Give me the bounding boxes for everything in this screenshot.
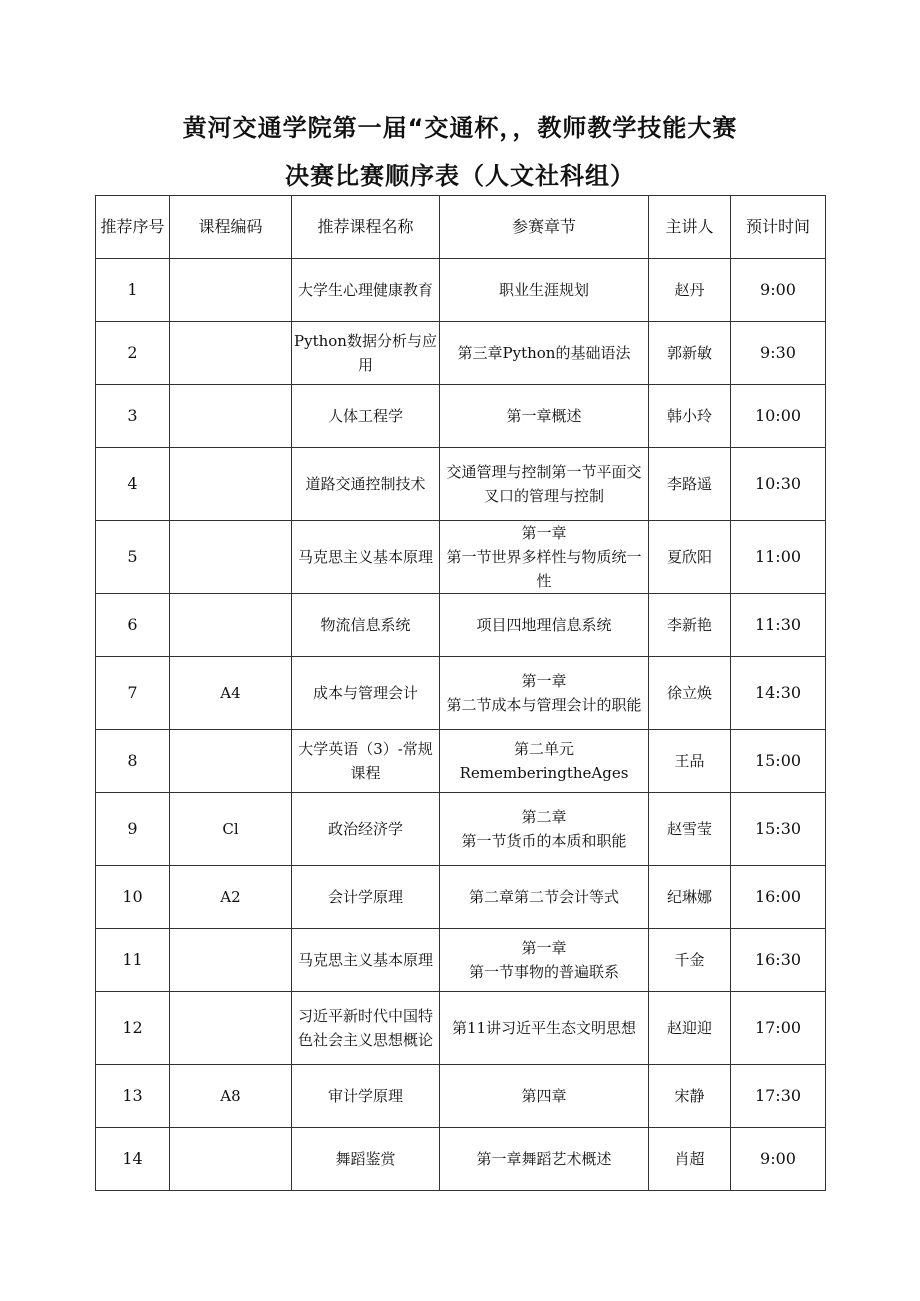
cell-time: 16:00: [731, 866, 826, 929]
chapter-line: 第11讲习近平生态文明思想: [451, 1019, 637, 1037]
cell-chapter: [440, 521, 649, 594]
table-row: [96, 929, 826, 992]
cell-course: 道路交通控制技术: [292, 448, 440, 521]
chapter-line: 项目四地理信息系统: [476, 616, 612, 634]
cell-speaker: 李路遥: [649, 448, 731, 521]
chapter-line: 第一章: [521, 524, 567, 542]
chapter-line: 第一章概述: [506, 407, 582, 425]
cell-chapter: [440, 259, 649, 322]
table-row: [96, 594, 826, 657]
cell-chapter: [440, 992, 649, 1065]
chapter-line: 第一章舞蹈艺术概述: [476, 1150, 612, 1168]
chapter-line: 第一节事物的普遍联系: [468, 963, 619, 981]
cell-course: 舞蹈鉴赏: [292, 1128, 440, 1191]
cell-no: 3: [96, 385, 170, 448]
table-row: [96, 1065, 826, 1128]
table-row: [96, 322, 826, 385]
cell-course: 大学英语（3）-常规课程: [292, 730, 440, 793]
cell-code: [170, 594, 292, 657]
table-row: [96, 793, 826, 866]
table-row: [96, 992, 826, 1065]
cell-code: [170, 929, 292, 992]
cell-speaker: 韩小玲: [649, 385, 731, 448]
chapter-line: RememberingtheAges: [459, 764, 629, 782]
page-title: 黄河交通学院第一届“交通杯，，教师教学技能大赛: [182, 114, 738, 142]
cell-code: [170, 259, 292, 322]
table-row: [96, 730, 826, 793]
header-code: 课程编码: [170, 196, 292, 259]
cell-no: 4: [96, 448, 170, 521]
cell-course: 人体工程学: [292, 385, 440, 448]
cell-course: 习近平新时代中国特色社会主义思想概论: [292, 992, 440, 1065]
cell-no: 1: [96, 259, 170, 322]
cell-chapter: [440, 322, 649, 385]
chapter-line: 第二章第二节会计等式: [468, 888, 619, 906]
cell-chapter: [440, 866, 649, 929]
cell-code: [170, 1128, 292, 1191]
cell-chapter: [440, 793, 649, 866]
cell-code: [170, 322, 292, 385]
cell-speaker: 郭新敏: [649, 322, 731, 385]
page-subtitle: 决赛比赛顺序表（人文社科组）: [285, 162, 635, 190]
cell-code: A2: [170, 866, 292, 929]
cell-time: 15:00: [731, 730, 826, 793]
table-row: [96, 1128, 826, 1191]
cell-chapter: [440, 385, 649, 448]
cell-time: 14:30: [731, 657, 826, 730]
table-row: [96, 385, 826, 448]
cell-no: 12: [96, 992, 170, 1065]
cell-no: 9: [96, 793, 170, 866]
cell-no: 13: [96, 1065, 170, 1128]
header-speaker: 主讲人: [649, 196, 731, 259]
chapter-line: 第四章: [521, 1087, 567, 1105]
cell-time: 9:30: [731, 322, 826, 385]
chapter-line: 第三章Python的基础语法: [457, 344, 631, 362]
chapter-line: 第一章: [521, 672, 567, 690]
cell-code: [170, 448, 292, 521]
cell-speaker: 肖超: [649, 1128, 731, 1191]
chapter-line: 职业生涯规划: [498, 281, 589, 299]
table-header-row: [96, 196, 826, 259]
cell-speaker: 纪琳娜: [649, 866, 731, 929]
cell-no: 6: [96, 594, 170, 657]
header-course: 推荐课程名称: [292, 196, 440, 259]
cell-no: 8: [96, 730, 170, 793]
cell-time: 10:30: [731, 448, 826, 521]
cell-speaker: 宋静: [649, 1065, 731, 1128]
cell-speaker: 李新艳: [649, 594, 731, 657]
cell-no: 10: [96, 866, 170, 929]
cell-time: 11:30: [731, 594, 826, 657]
cell-time: 10:00: [731, 385, 826, 448]
cell-chapter: [440, 594, 649, 657]
cell-chapter: [440, 448, 649, 521]
cell-chapter: [440, 657, 649, 730]
table-row: [96, 521, 826, 594]
cell-speaker: 徐立焕: [649, 657, 731, 730]
cell-course: 成本与管理会计: [292, 657, 440, 730]
schedule-table: [95, 195, 826, 1191]
cell-code: A4: [170, 657, 292, 730]
cell-course: 物流信息系统: [292, 594, 440, 657]
cell-code: [170, 730, 292, 793]
header-chapter: 参赛章节: [440, 196, 649, 259]
chapter-line: 第一节货币的本质和职能: [461, 832, 627, 850]
cell-no: 14: [96, 1128, 170, 1191]
header-no: 推荐序号: [96, 196, 170, 259]
cell-speaker: 赵丹: [649, 259, 731, 322]
cell-time: 9:00: [731, 259, 826, 322]
cell-speaker: 王品: [649, 730, 731, 793]
cell-code: [170, 385, 292, 448]
cell-code: [170, 992, 292, 1065]
cell-time: 17:00: [731, 992, 826, 1065]
chapter-line: 第二章: [521, 808, 567, 826]
chapter-line: 第一章: [521, 939, 567, 957]
cell-code: Cl: [170, 793, 292, 866]
cell-course: 政治经济学: [292, 793, 440, 866]
cell-time: 15:30: [731, 793, 826, 866]
cell-speaker: 夏欣阳: [649, 521, 731, 594]
cell-time: 16:30: [731, 929, 826, 992]
table-row: [96, 657, 826, 730]
cell-chapter: [440, 1065, 649, 1128]
cell-chapter: [440, 1128, 649, 1191]
cell-speaker: 千金: [649, 929, 731, 992]
cell-chapter: [440, 730, 649, 793]
cell-time: 11:00: [731, 521, 826, 594]
chapter-line: 第二单元: [513, 740, 574, 758]
cell-time: 17:30: [731, 1065, 826, 1128]
cell-course: 马克思主义基本原理: [292, 521, 440, 594]
chapter-line: 交通管理与控制第一节平面交叉口的管理与控制: [446, 463, 642, 505]
cell-course: 大学生心理健康教育: [292, 259, 440, 322]
cell-no: 11: [96, 929, 170, 992]
table-row: [96, 866, 826, 929]
table-row: [96, 448, 826, 521]
cell-course: 马克思主义基本原理: [292, 929, 440, 992]
header-time: 预计时间: [731, 196, 826, 259]
cell-speaker: 赵迎迎: [649, 992, 731, 1065]
cell-speaker: 赵雪莹: [649, 793, 731, 866]
cell-code: A8: [170, 1065, 292, 1128]
cell-course: 审计学原理: [292, 1065, 440, 1128]
table-row: [96, 259, 826, 322]
chapter-line: 第二节成本与管理会计的职能: [446, 696, 642, 714]
cell-course: Python数据分析与应用: [292, 322, 440, 385]
chapter-line: 第一节世界多样性与物质统一性: [446, 548, 642, 590]
cell-no: 7: [96, 657, 170, 730]
cell-course: 会计学原理: [292, 866, 440, 929]
cell-no: 5: [96, 521, 170, 594]
cell-code: [170, 521, 292, 594]
cell-chapter: [440, 929, 649, 992]
cell-time: 9:00: [731, 1128, 826, 1191]
cell-no: 2: [96, 322, 170, 385]
